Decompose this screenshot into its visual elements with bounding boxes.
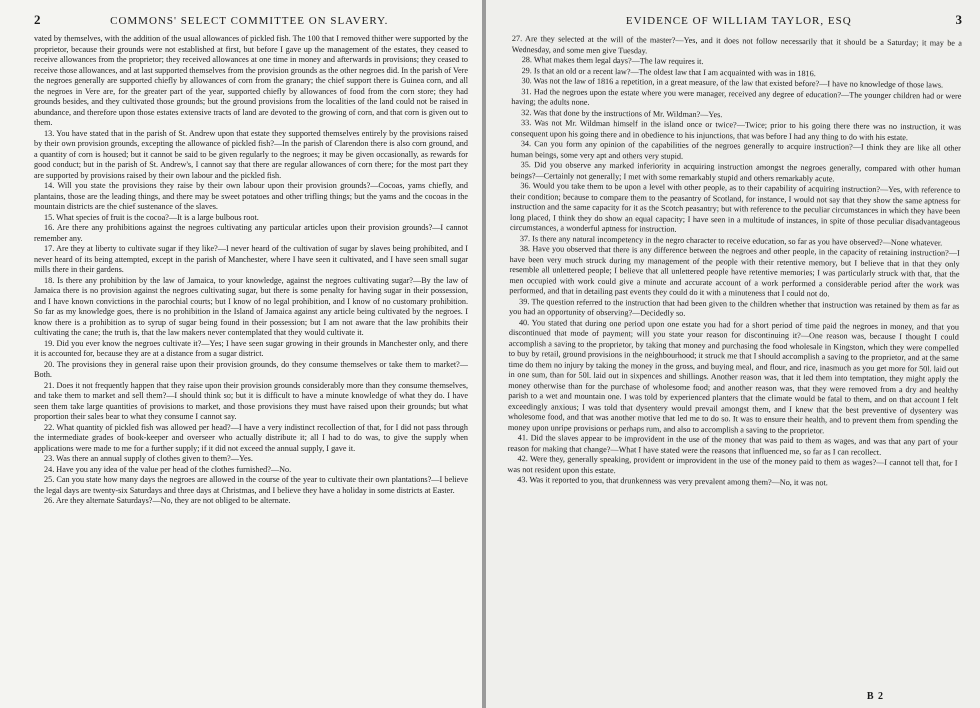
paragraph: 39. The question referred to the instruction that had been given to the children whether that instruction was retained by them as far as you had an opportunity of observing?—Decidedly so.: [509, 296, 960, 318]
left-running-head: [34, 12, 468, 32]
paragraph: 23. Was there an annual supply of clothes given to them?—Yes.: [44, 454, 253, 463]
paragraph: 37. Is there any natural incompetency in the negro character to receive education, so far as you have observed?—None whatever.: [519, 233, 943, 248]
left-page-text: [34, 34, 468, 507]
paragraph: 16. Are there any prohibitions against the negroes cultivating any particular articles upon their provision grounds?—I cannot remember any.: [34, 223, 468, 243]
paragraph: 13. You have stated that in the parish of St. Andrew upon that estate they supported themselves entirely by the provisions raised by their own provision grounds, excepting the allowance of pickled fish?—In the parish of Clarendon there is also corn ground, and a quantity of corn is housed; but it cannot be said to be given regularly to the negroes; it may be given occasionally, as rewards for good conduct; but in the parish of St. Andrew's, I cannot say that there are regular allowances of corn there; for the most part they are supported by provisions raised by their own labour and the pickled fish.: [34, 128, 468, 180]
paragraph: 30. Was not the law of 1816 a repetition, in a great measure, of the law that existed before?—I have no knowledge of those laws.: [521, 76, 944, 90]
left-page-number: 2: [34, 12, 41, 27]
paragraph: 25. Can you state how many days the negroes are allowed in the course of the year to cultivate their own plantations?—I believe the legal days are twenty-six Saturdays and three days at Christmas, and I believe they have a holiday in some districts at Easter.: [34, 475, 468, 495]
right-page-number: 3: [955, 12, 962, 27]
paragraph: 19. Did you ever know the negroes cultivate it?—Yes; I have seen sugar growing in their grounds in Manchester only, and there it is accounted for, because they are at a distance from a sugar district.: [34, 338, 468, 358]
paragraph: 27. Are they selected at the will of the master?—Yes, and it does not follow necessarily that it should be a Saturday; it may be a Wednesday, and some men give Tuesday.: [511, 34, 962, 55]
paragraph: 36. Would you take them to be upon a level with other people, as to their capability of acquiring instruction?—Yes, with reference to their condition; because to compare them to the peasantry of Scotland, for instance, I would not say that they show the same aptness for instruction and the same capacity for it as the Scotch peasantry; but with reference to the peculiar circumstances in which they have been long placed, I think they do show an equal capacity; I have seen in a multitude of instances, in spite of those peculiar disadvantageous circumstances, a wonderful aptness for instruction.: [509, 181, 961, 234]
signature-mark: B 2: [866, 691, 884, 702]
paragraph: 42. Were they, generally speaking, provident or improvident in the use of the money paid to them as wages?—I cannot tell that, for I was not resident upon this estate.: [507, 454, 958, 475]
paragraph: vated by themselves, with the addition of the usual allowances of pickled fish. The 100 that I removed thither were supported by the proprietor, because their grounds were not established at first, but before I gave up the management of the estates, they ceased to receive allowances from the proprietor; they received allowances at one time in money and afterwards in provisions; they ceased to receive those allowances, and at last supported themselves from the provision grounds as the other negroes did. In the parish of Vere the negroes generally are supported chiefly by allowances of corn from the granary; the chief support there is Guinea corn, and all the negroes in Vere are, for the greater part of the year, supported chiefly by allowances of food from the corn store; they had grounds besides, and they cultivated those grounds; but the ground provisions from the localities of the land could not be raised in abundance, and therefore upon those estates extensive tracts of land are devoted to the growing of corn, and that corn is given out to them.: [34, 34, 468, 127]
paragraph: 35. Did you observe any marked inferiority in acquiring instruction amongst the negroes generally, compared with other human beings?—Certainly not generally; I met with some remarkably stupid and others remarkably acute.: [510, 160, 961, 183]
left-running-title: COMMONS' SELECT COMMITTEE ON SLAVERY.: [110, 15, 389, 27]
right-running-title: EVIDENCE OF WILLIAM TAYLOR, ESQ: [625, 15, 852, 27]
left-page: [0, 0, 482, 708]
right-page: [486, 0, 980, 708]
right-running-head: [512, 12, 962, 32]
paragraph: 22. What quantity of pickled fish was allowed per head?—I have a very indistinct recollection of that, for I did not pass through the intermediate grades of book-keeper and overseer who actually distribute it; all I had to do was, to give the supply when applications were made to me for a further supply; if it did not exceed the annual supply, I gave it.: [34, 422, 468, 453]
paragraph: 31. Had the negroes upon the estate where you were manager, received any degree of education?—The younger children had or were having; the adults none.: [511, 86, 962, 107]
paragraph: 24. Have you any idea of the value per head of the clothes furnished?—No.: [44, 464, 292, 474]
paragraph: 28. What makes them legal days?—The law requires it.: [521, 55, 704, 67]
paragraph: 18. Is there any prohibition by the law of Jamaica, to your knowledge, against the negroes cultivating sugar?—By the law of Jamaica there is no provision against the negroes cultivating sugar, but there is some penalty for having sugar in their possession, and I have known convictions in the parochial courts; but I know of no legal prohibition, and I know of no customary prohibition. So far as my knowledge goes, there is no prohibition in the Island of Jamaica against any article being cultivated by the negroes. I know there is a prohibition as to syrup of sugar being found in their possession; but I am not aware that the law prohibits their cultivating the cane; the truth is, that the law makers never contemplated that they would cultivate it.: [34, 275, 468, 337]
right-page-text: [507, 34, 962, 490]
paragraph: 33. Was not Mr. Wildman himself in the island once or twice?—Twice; prior to his going there there was no instruction, it was consequent upon his going there and in obedience to his injunctions, that was before I had any thing to do with his estate.: [510, 118, 962, 142]
paragraph: 43. Was it reported to you, that drunkenness was very prevalent among them?—No, it was not.: [517, 475, 828, 488]
paragraph: 41. Did the slaves appear to be improvident in the use of the money that was paid to them as wages, and was that any part of your reason for making that change?—What I have stated were the reasons that influenced me, so far as I can recollect.: [507, 433, 958, 457]
paragraph: 34. Can you form any opinion of the capabilities of the negroes generally to acquire instruction?—I think they are like all other human beings, some very apt and others very stupid.: [510, 139, 961, 161]
paragraph: 17. Are they at liberty to cultivate sugar if they like?—I never heard of the cultivation of sugar by slaves being prohibited, and I never heard of its being attempted, except in the parish of Manchester, where I have seen it cultivated, and I have seen small sugar mills there in their gardens.: [34, 244, 468, 274]
paragraph: 29. Is that an old or a recent law?—The oldest law that I am acquainted with was in 1816.: [521, 65, 816, 78]
paragraph: 26. Are they alternate Saturdays?—No, they are not obliged to be alternate.: [44, 496, 291, 505]
paragraph: 14. Will you state the provisions they raise by their own labour upon their provision grounds?—Cocoas, yams chiefly, and plantains, those are the leading things, and there may be sweet potatoes and other trifling things; but the yams and the cocoas in the mountain districts are the chief sustenance of the slaves.: [34, 181, 468, 211]
paragraph: 21. Does it not frequently happen that they raise upon their provision grounds considerably more than they consume themselves, and take them to market and sell them?—I should think so; but it is difficult to have a minute knowledge of what they do. I have seen them take large quantities of provisions to market, and those provisions they must have raised upon their grounds; but what proportion their sales bear to what they consume I cannot say.: [34, 380, 468, 421]
paragraph: 38. Have you observed that there is any difference between the negroes and other people, in the capacity of retaining instruction?—I have been very much struck during my management of the people with their retentive memory, but I believe that in that they only resemble all unlettered people; I believe that all unlettered people have retentive memories; I was particularly struck with that, that the men occupied with work could give a minute and accurate account of a work performed a considerable period after the work was performed, and that in detailing past events they could do it with a minuteness that I could not do.: [509, 244, 960, 299]
paragraph: 40. You stated that during one period upon one estate you had for a short period of time paid the negroes in money, and that you discontinued that mode of payment; will you state your reason for discontinuing it?—One reason was, because I thought I could accomplish a saving to the proprietor, by taking that money and purchasing the food wholesale in Kingston, which they were compelled to buy by retail, ground provisions in the neighbourhood; it struck me that I should accomplish a saving to the proprietor, and at the same time do them no injury by taking the money in the gross, and buying meal, and flour, and rice, inasmuch as you get more for 50l. laid out in one sum, than for 50l. laid out in sixpences and shillings. Another reason was, that it led them into temptation, they might apply the money otherwise than for the purchase of wholesome food; and another reason was, that they were removed from a dry and healthy parish to a wet and mountain one. I was told by experienced planters that the climate would be fatal to them, and on that account I felt exceedingly anxious; I was told that dysentery would prevail amongst them, and I knew that the best preventive of dysentery was wholesome food, and that was another motive that led me to do so. It was to ensure their health, and to prevent them from spending the money upon unripe provisions or perhaps rum, and also to accomplish a saving to the proprietor.: [507, 317, 960, 435]
paragraph: 32. Was that done by the instructions of Mr. Wildman?—Yes.: [521, 107, 723, 119]
paragraph: 20. The provisions they in general raise upon their provision grounds, do they consume themselves or take them to market?—Both.: [34, 359, 468, 379]
paragraph: 15. What species of fruit is the cocoa?—It is a large bulbous root.: [44, 212, 259, 222]
